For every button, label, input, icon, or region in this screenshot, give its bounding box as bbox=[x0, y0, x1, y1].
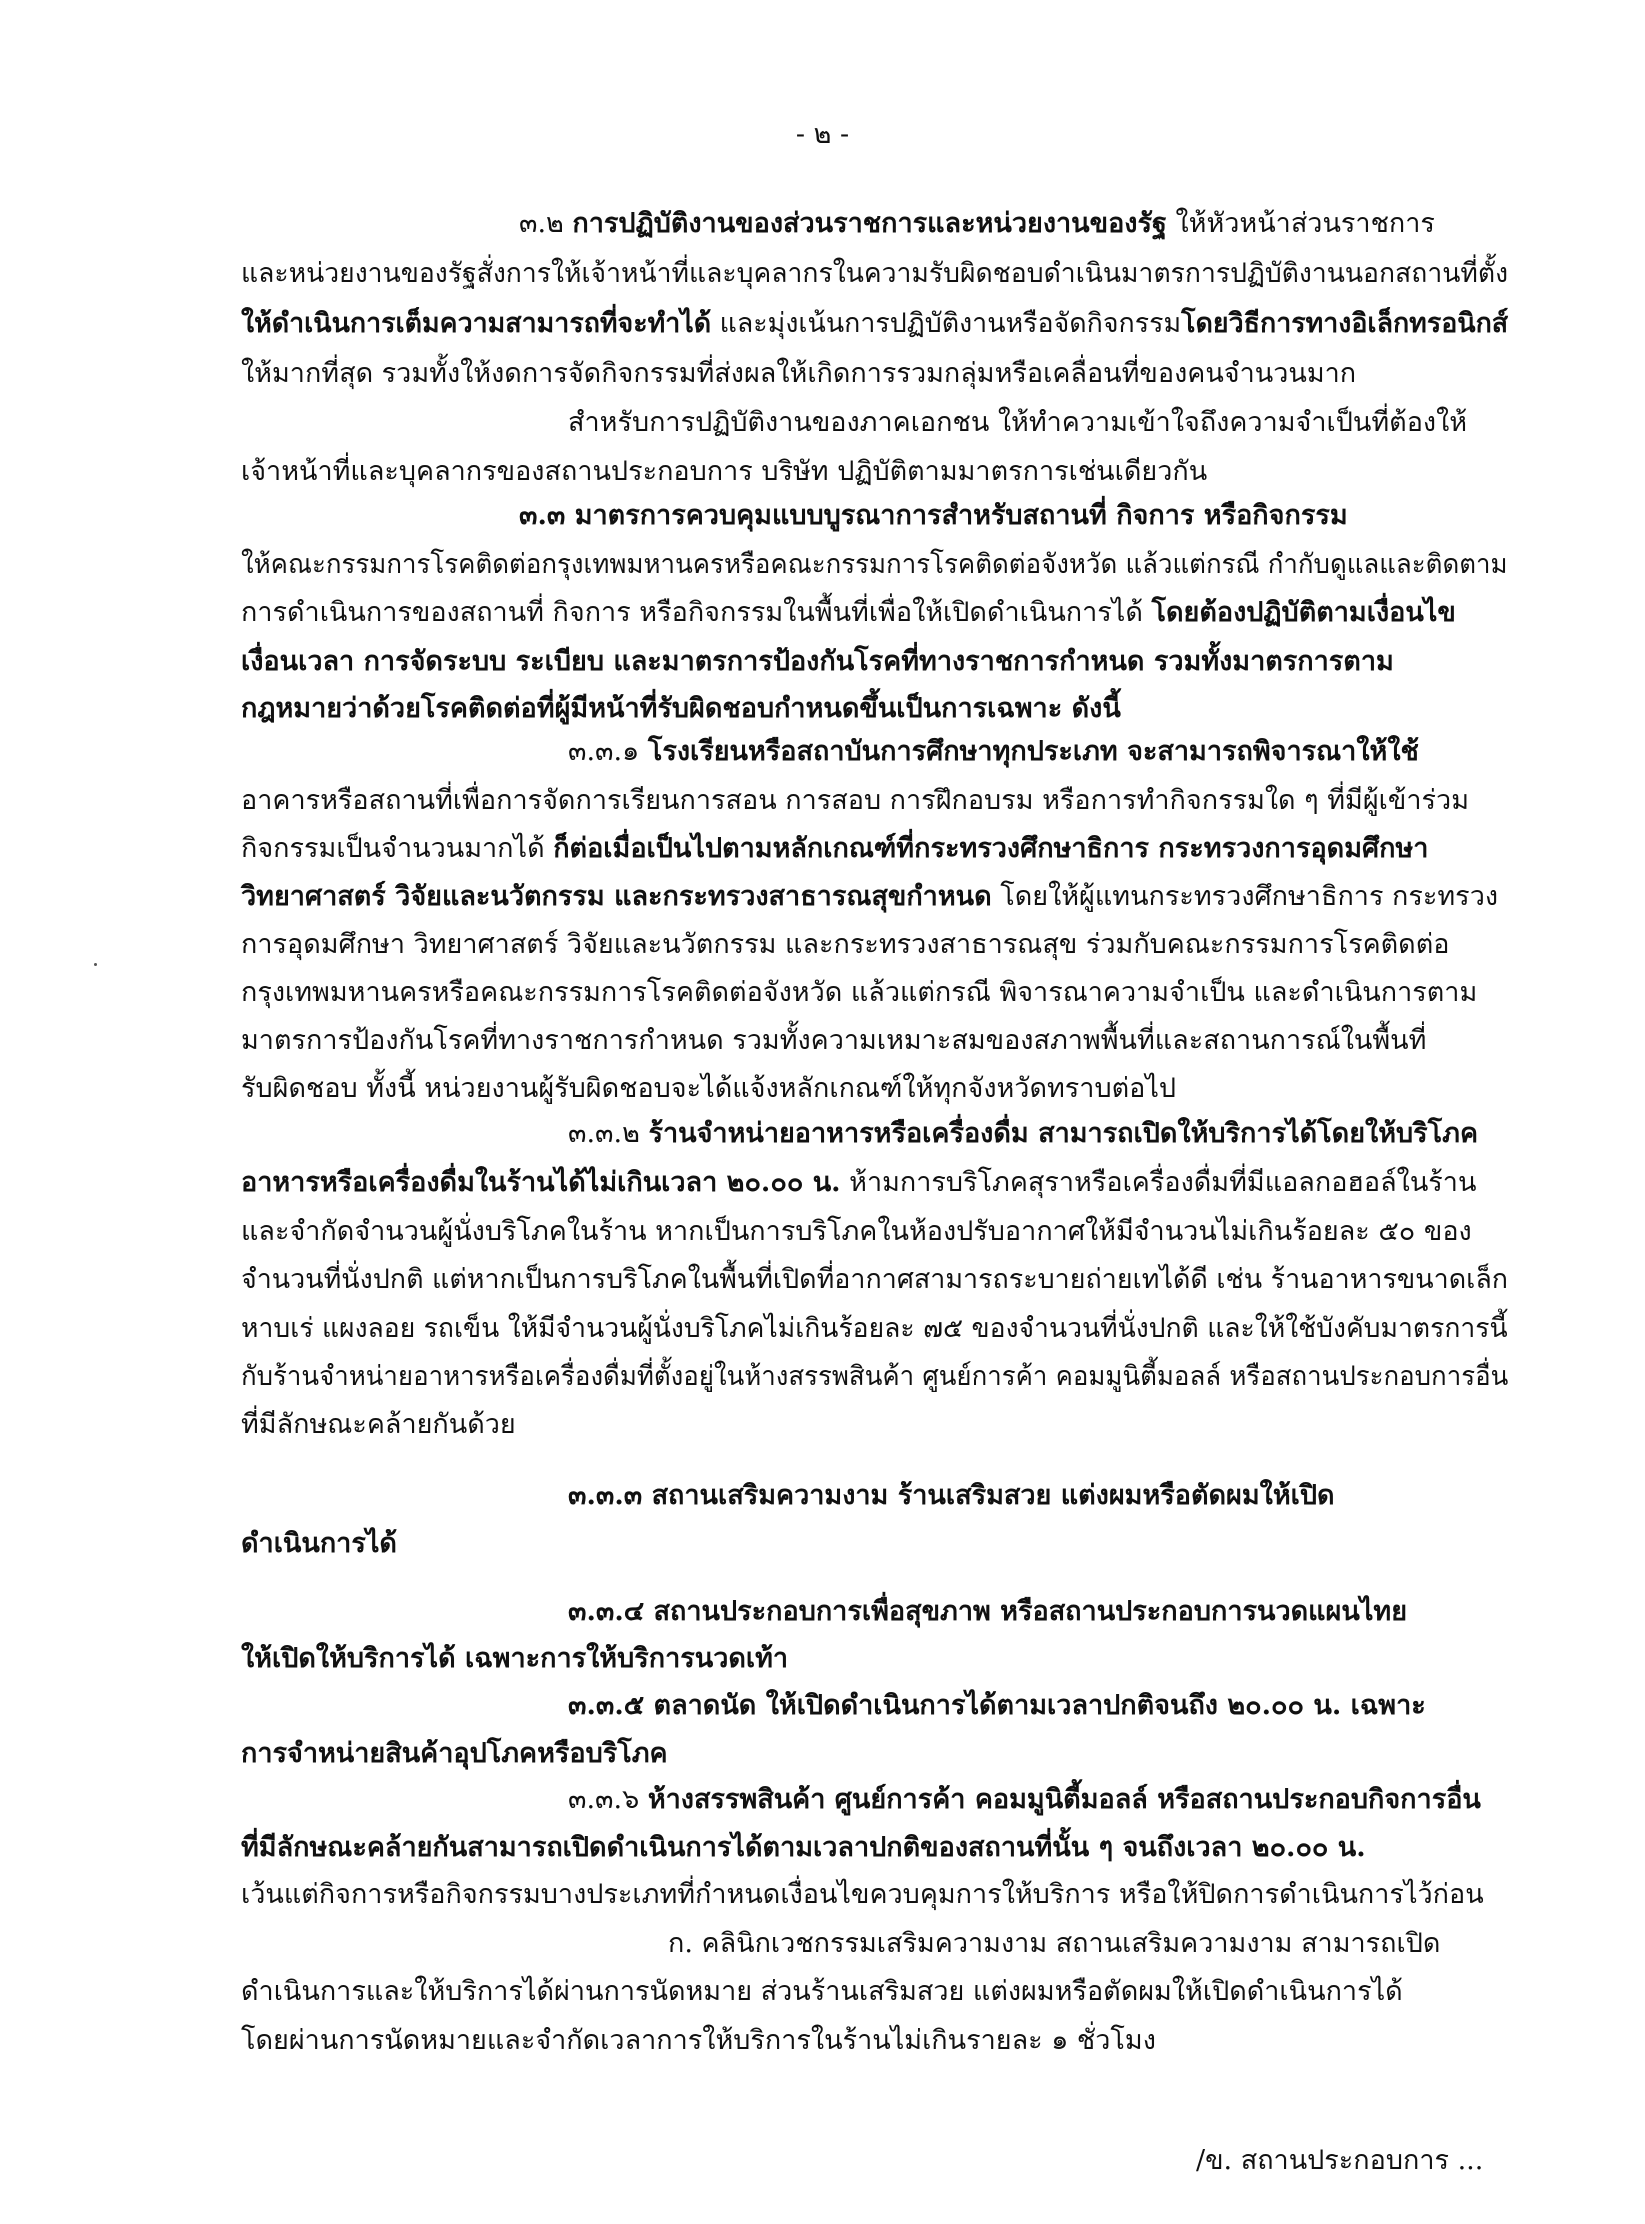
section-number: ๓.๓.๒ bbox=[568, 1118, 649, 1149]
section-3-3-3-line-1: ๓.๓.๓ สถานเสริมความงาม ร้านเสริมสวย แต่งผมหรือตัดผมให้เปิด bbox=[568, 1480, 1335, 1511]
section-3-3-5-line-2: การจำหน่ายสินค้าอุปโภคหรือบริโภค bbox=[241, 1738, 668, 1769]
section-3-3-2-line-3: และจำกัดจำนวนผู้นั่งบริโภคในร้าน หากเป็นการบริโภคในห้องปรับอากาศให้มีจำนวนไม่เกินร้อยละ ๕๐ ของ bbox=[241, 1216, 1472, 1247]
section-3-2-line-3 bbox=[241, 304, 1508, 344]
section-3-3-6-line-1 bbox=[568, 1780, 1481, 1820]
page-number: - ๒ - bbox=[795, 119, 850, 150]
section-3-3-1-line-8: รับผิดชอบ ทั้งนี้ หน่วยงานผู้รับผิดชอบจะได้แจ้งหลักเกณฑ์ให้ทุกจังหวัดทราบต่อไป bbox=[241, 1073, 1177, 1104]
item-ko-line-2: ดำเนินการและให้บริการได้ผ่านการนัดหมาย ส่วนร้านเสริมสวย แต่งผมหรือตัดผมให้เปิดดำเนินการได้ bbox=[241, 1976, 1403, 2007]
section-3-3-1-line-6: กรุงเทพมหานครหรือคณะกรรมการโรคติดต่อจังหวัด แล้วแต่กรณี พิจารณาความจำเป็น และดำเนินการตาม bbox=[241, 977, 1478, 1008]
text-span: และมุ่งเน้นการปฏิบัติงานหรือจัดกิจกรรม bbox=[711, 308, 1182, 339]
text-span: ห้ามการบริโภคสุราหรือเครื่องดื่มที่มีแอลกอฮอล์ในร้าน bbox=[840, 1167, 1477, 1198]
bold-span: ให้ดำเนินการเต็มความสามารถที่จะทำได้ bbox=[241, 308, 712, 339]
section-3-3-line-2: ให้คณะกรรมการโรคติดต่อกรุงเทพมหานครหรือคณะกรรมการโรคติดต่อจังหวัด แล้วแต่กรณี กำกับดูแลและติดตาม bbox=[241, 549, 1508, 580]
section-3-3-2-line-5: หาบเร่ แผงลอย รถเข็น ให้มีจำนวนผู้นั่งบริโภคไม่เกินร้อยละ ๗๕ ของจำนวนที่นั่งปกติ และให้ใช้บังคับมาตรการนี้ bbox=[241, 1313, 1508, 1344]
item-ko-line-1: ก. คลินิกเวชกรรมเสริมความงาม สถานเสริมความงาม สามารถเปิด bbox=[668, 1928, 1441, 1959]
item-ko-line-3: โดยผ่านการนัดหมายและจำกัดเวลาการให้บริการในร้านไม่เกินรายละ ๑ ชั่วโมง bbox=[241, 2025, 1156, 2056]
section-3-2-line-1 bbox=[519, 204, 1435, 244]
section-3-3-line-1: ๓.๓ มาตรการควบคุมแบบบูรณาการสำหรับสถานที่ กิจการ หรือกิจกรรม bbox=[519, 500, 1348, 531]
section-heading: ห้างสรรพสินค้า ศูนย์การค้า คอมมูนิตี้มอลล์ หรือสถานประกอบกิจการอื่น bbox=[647, 1784, 1481, 1815]
section-3-3-line-4: เงื่อนเวลา การจัดระบบ ระเบียบ และมาตรการป้องกันโรคที่ทางราชการกำหนด รวมทั้งมาตรการตาม bbox=[241, 646, 1394, 677]
section-3-2-line-2: และหน่วยงานของรัฐสั่งการให้เจ้าหน้าที่และบุคลากรในความรับผิดชอบดำเนินมาตรการปฏิบัติงานนอกสถานที่ตั้ง bbox=[241, 258, 1509, 289]
section-3-3-2-line-1 bbox=[568, 1114, 1478, 1154]
bold-span: วิทยาศาสตร์ วิจัยและนวัตกรรม และกระทรวงสาธารณสุขกำหนด bbox=[241, 881, 992, 912]
section-3-3-4-line-1: ๓.๓.๔ สถานประกอบการเพื่อสุขภาพ หรือสถานประกอบการนวดแผนไทย bbox=[568, 1596, 1408, 1627]
section-3-3-3-line-2: ดำเนินการได้ bbox=[241, 1528, 397, 1559]
section-3-3-2-line-4: จำนวนที่นั่งปกติ แต่หากเป็นการบริโภคในพื้นที่เปิดที่อากาศสามารถระบายถ่ายเทได้ดี เช่น ร้านอาหารขนาดเล็ก bbox=[241, 1264, 1509, 1295]
section-3-3-1-line-4 bbox=[241, 877, 1498, 917]
section-3-3-line-5: กฎหมายว่าด้วยโรคติดต่อที่ผู้มีหน้าที่รับผิดชอบกำหนดขึ้นเป็นการเฉพาะ ดังนี้ bbox=[241, 693, 1121, 724]
section-3-3-1-line-2: อาคารหรือสถานที่เพื่อการจัดการเรียนการสอน การสอบ การฝึกอบรม หรือการทำกิจกรรมใด ๆ ที่มีผู้เข้าร่วม bbox=[241, 785, 1469, 816]
section-3-2-line-5: สำหรับการปฏิบัติงานของภาคเอกชน ให้ทำความเข้าใจถึงความจำเป็นที่ต้องให้ bbox=[568, 407, 1468, 438]
bold-span: ก็ต่อเมื่อเป็นไปตามหลักเกณฑ์ที่กระทรวงศึกษาธิการ กระทรวงการอุดมศึกษา bbox=[553, 833, 1429, 864]
text-span: กิจกรรมเป็นจำนวนมากได้ bbox=[241, 833, 554, 864]
section-3-3-line-3 bbox=[241, 593, 1456, 633]
text-span: ให้หัวหน้าส่วนราชการ bbox=[1166, 208, 1435, 239]
section-heading: การปฏิบัติงานของส่วนราชการและหน่วยงานของรัฐ bbox=[572, 208, 1167, 239]
section-3-3-2-line-2 bbox=[241, 1163, 1476, 1203]
text-span: การดำเนินการของสถานที่ กิจการ หรือกิจกรรมในพื้นที่เพื่อให้เปิดดำเนินการได้ bbox=[241, 597, 1152, 628]
text-span: โดยให้ผู้แทนกระทรวงศึกษาธิการ กระทรวง bbox=[991, 881, 1499, 912]
section-3-3-2-line-6: กับร้านจำหน่ายอาหารหรือเครื่องดื่มที่ตั้งอยู่ในห้างสรรพสินค้า ศูนย์การค้า คอมมูนิตี้มอลล์ หรือสถานประกอบการอื่น bbox=[241, 1361, 1509, 1392]
section-number: ๓.๓.๖ bbox=[568, 1784, 648, 1815]
section-number: ๓.๒ bbox=[519, 208, 573, 239]
bold-span: โดยวิธีการทางอิเล็กทรอนิกส์ bbox=[1181, 308, 1509, 339]
section-3-3-5-line-1: ๓.๓.๕ ตลาดนัด ให้เปิดดำเนินการได้ตามเวลาปกติจนถึง ๒๐.๐๐ น. เฉพาะ bbox=[568, 1690, 1426, 1721]
bold-span: โดยต้องปฏิบัติตามเงื่อนไข bbox=[1151, 597, 1456, 628]
section-number: ๓.๓.๑ bbox=[568, 736, 648, 767]
section-heading: ร้านจำหน่ายอาหารหรือเครื่องดื่ม สามารถเปิดให้บริการได้โดยให้บริโภค bbox=[648, 1118, 1479, 1149]
section-3-3-6-line-3: เว้นแต่กิจการหรือกิจกรรมบางประเภทที่กำหนดเงื่อนไขควบคุมการให้บริการ หรือให้ปิดการดำเนินการไว้ก่อน bbox=[241, 1879, 1484, 1910]
section-heading: โรงเรียนหรือสถาบันการศึกษาทุกประเภท จะสามารถพิจารณาให้ใช้ bbox=[647, 736, 1419, 767]
bold-span: อาหารหรือเครื่องดื่มในร้านได้ไม่เกินเวลา ๒๐.๐๐ น. bbox=[241, 1167, 841, 1198]
section-3-3-6-line-2: ที่มีลักษณะคล้ายกันสามารถเปิดดำเนินการได้ตามเวลาปกติของสถานที่นั้น ๆ จนถึงเวลา ๒๐.๐๐ น. bbox=[241, 1832, 1366, 1863]
section-3-3-1-line-7: มาตรการป้องกันโรคที่ทางราชการกำหนด รวมทั้งความเหมาะสมของสภาพพื้นที่และสถานการณ์ในพื้นที่ bbox=[241, 1025, 1427, 1056]
section-3-3-2-line-7: ที่มีลักษณะคล้ายกันด้วย bbox=[241, 1409, 516, 1440]
scan-speck bbox=[94, 963, 97, 966]
continuation-footer: /ข. สถานประกอบการ ... bbox=[1196, 2145, 1484, 2176]
section-3-3-1-line-5: การอุดมศึกษา วิทยาศาสตร์ วิจัยและนวัตกรรม และกระทรวงสาธารณสุข ร่วมกับคณะกรรมการโรคติดต่อ bbox=[241, 929, 1450, 960]
section-3-3-1-line-3 bbox=[241, 829, 1428, 869]
section-3-3-1-line-1 bbox=[568, 732, 1419, 772]
section-3-3-4-line-2: ให้เปิดให้บริการได้ เฉพาะการให้บริการนวดเท้า bbox=[241, 1643, 789, 1674]
section-3-2-line-6: เจ้าหน้าที่และบุคลากรของสถานประกอบการ บริษัท ปฏิบัติตามมาตรการเช่นเดียวกัน bbox=[241, 456, 1208, 487]
section-3-2-line-4: ให้มากที่สุด รวมทั้งให้งดการจัดกิจกรรมที่ส่งผลให้เกิดการรวมกลุ่มหรือเคลื่อนที่ของคนจำนวนมาก bbox=[241, 358, 1357, 389]
